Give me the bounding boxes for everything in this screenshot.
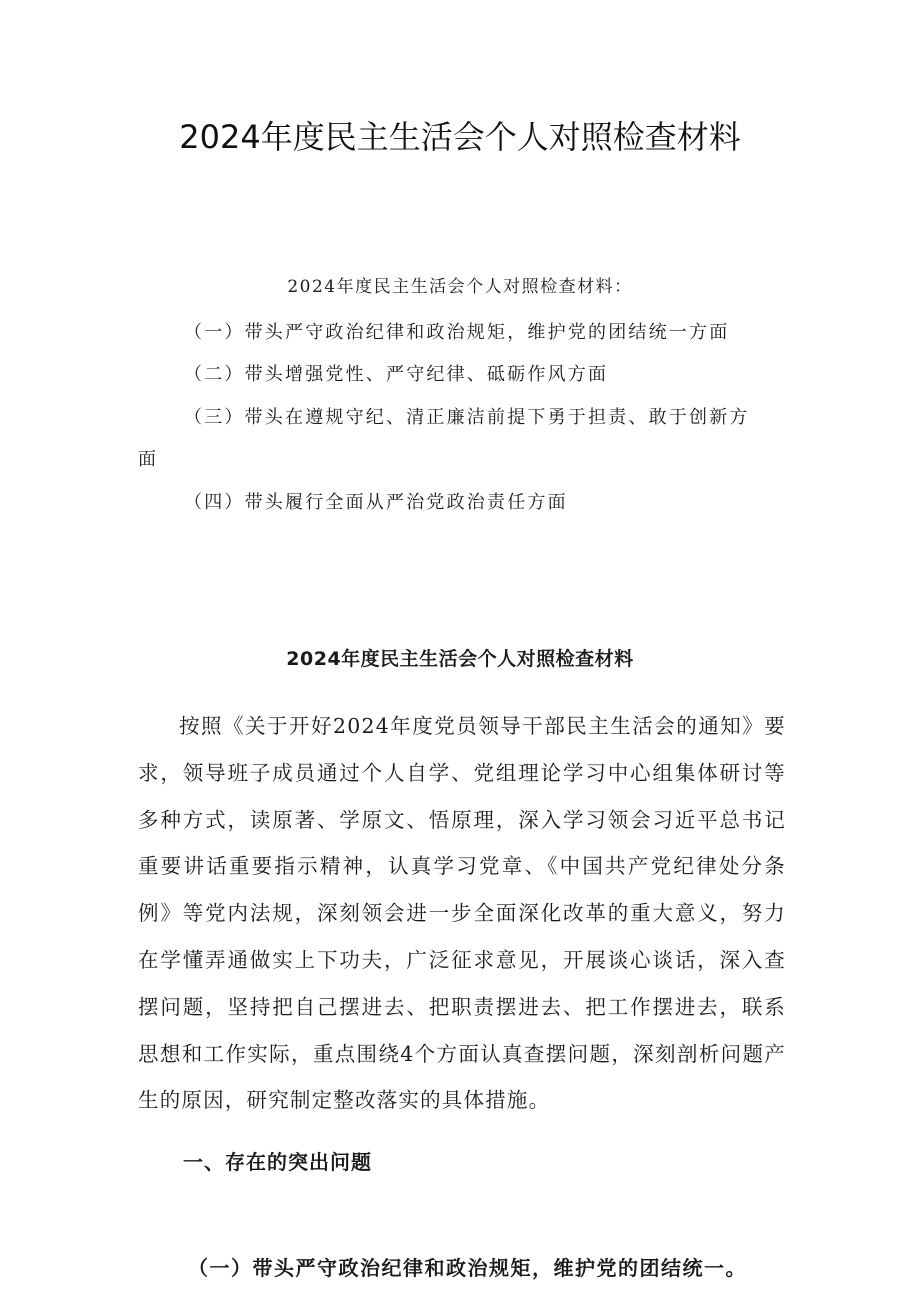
- document-title: 2024年度民主生活会个人对照检查材料: [179, 118, 741, 156]
- section-title: 2024年度民主生活会个人对照检查材料: [286, 648, 634, 670]
- toc-item-1: （一）带头严守政治纪律和政治规矩，维护党的团结统一方面: [184, 322, 730, 343]
- heading-existing-problems: 一、存在的突出问题: [183, 1150, 372, 1174]
- subheading-political-discipline: （一）带头严守政治纪律和政治规矩，维护党的团结统一。: [188, 1256, 747, 1280]
- toc-heading: 2024年度民主生活会个人对照检查材料：: [287, 277, 633, 297]
- intro-paragraph: 按照《关于开好2024年度党员领导干部民主生活会的通知》要求，领导班子成员通过个人自学、党组理论学习中心组集体研讨等多种方式，读原著、学原文、悟原理，深入学习领会习近平总书记重要讲话重要指示精神，认真学习党章、《中国共产党纪律处分条例》等党内法规，深刻领会进一步全面深化改革的重大意义，努力在学懂弄通做实上下功夫，广泛征求意见，开展谈心谈话，深入查摆问题，坚持把自己摆进去、把职责摆进去、把工作摆进去，联系思想和工作实际，重点围绕4个方面认真查摆问题，深刻剖析问题产生的原因，研究制定整改落实的具体措施。: [138, 714, 786, 1113]
- toc-item-4: （四）带头履行全面从严治党政治责任方面: [184, 492, 568, 513]
- toc-item-3-continuation: 面: [138, 449, 156, 470]
- toc-item-2: （二）带头增强党性、严守纪律、砥砺作风方面: [184, 364, 609, 385]
- toc-item-3: （三）带头在遵规守纪、清正廉洁前提下勇于担责、敢于创新方: [184, 407, 750, 428]
